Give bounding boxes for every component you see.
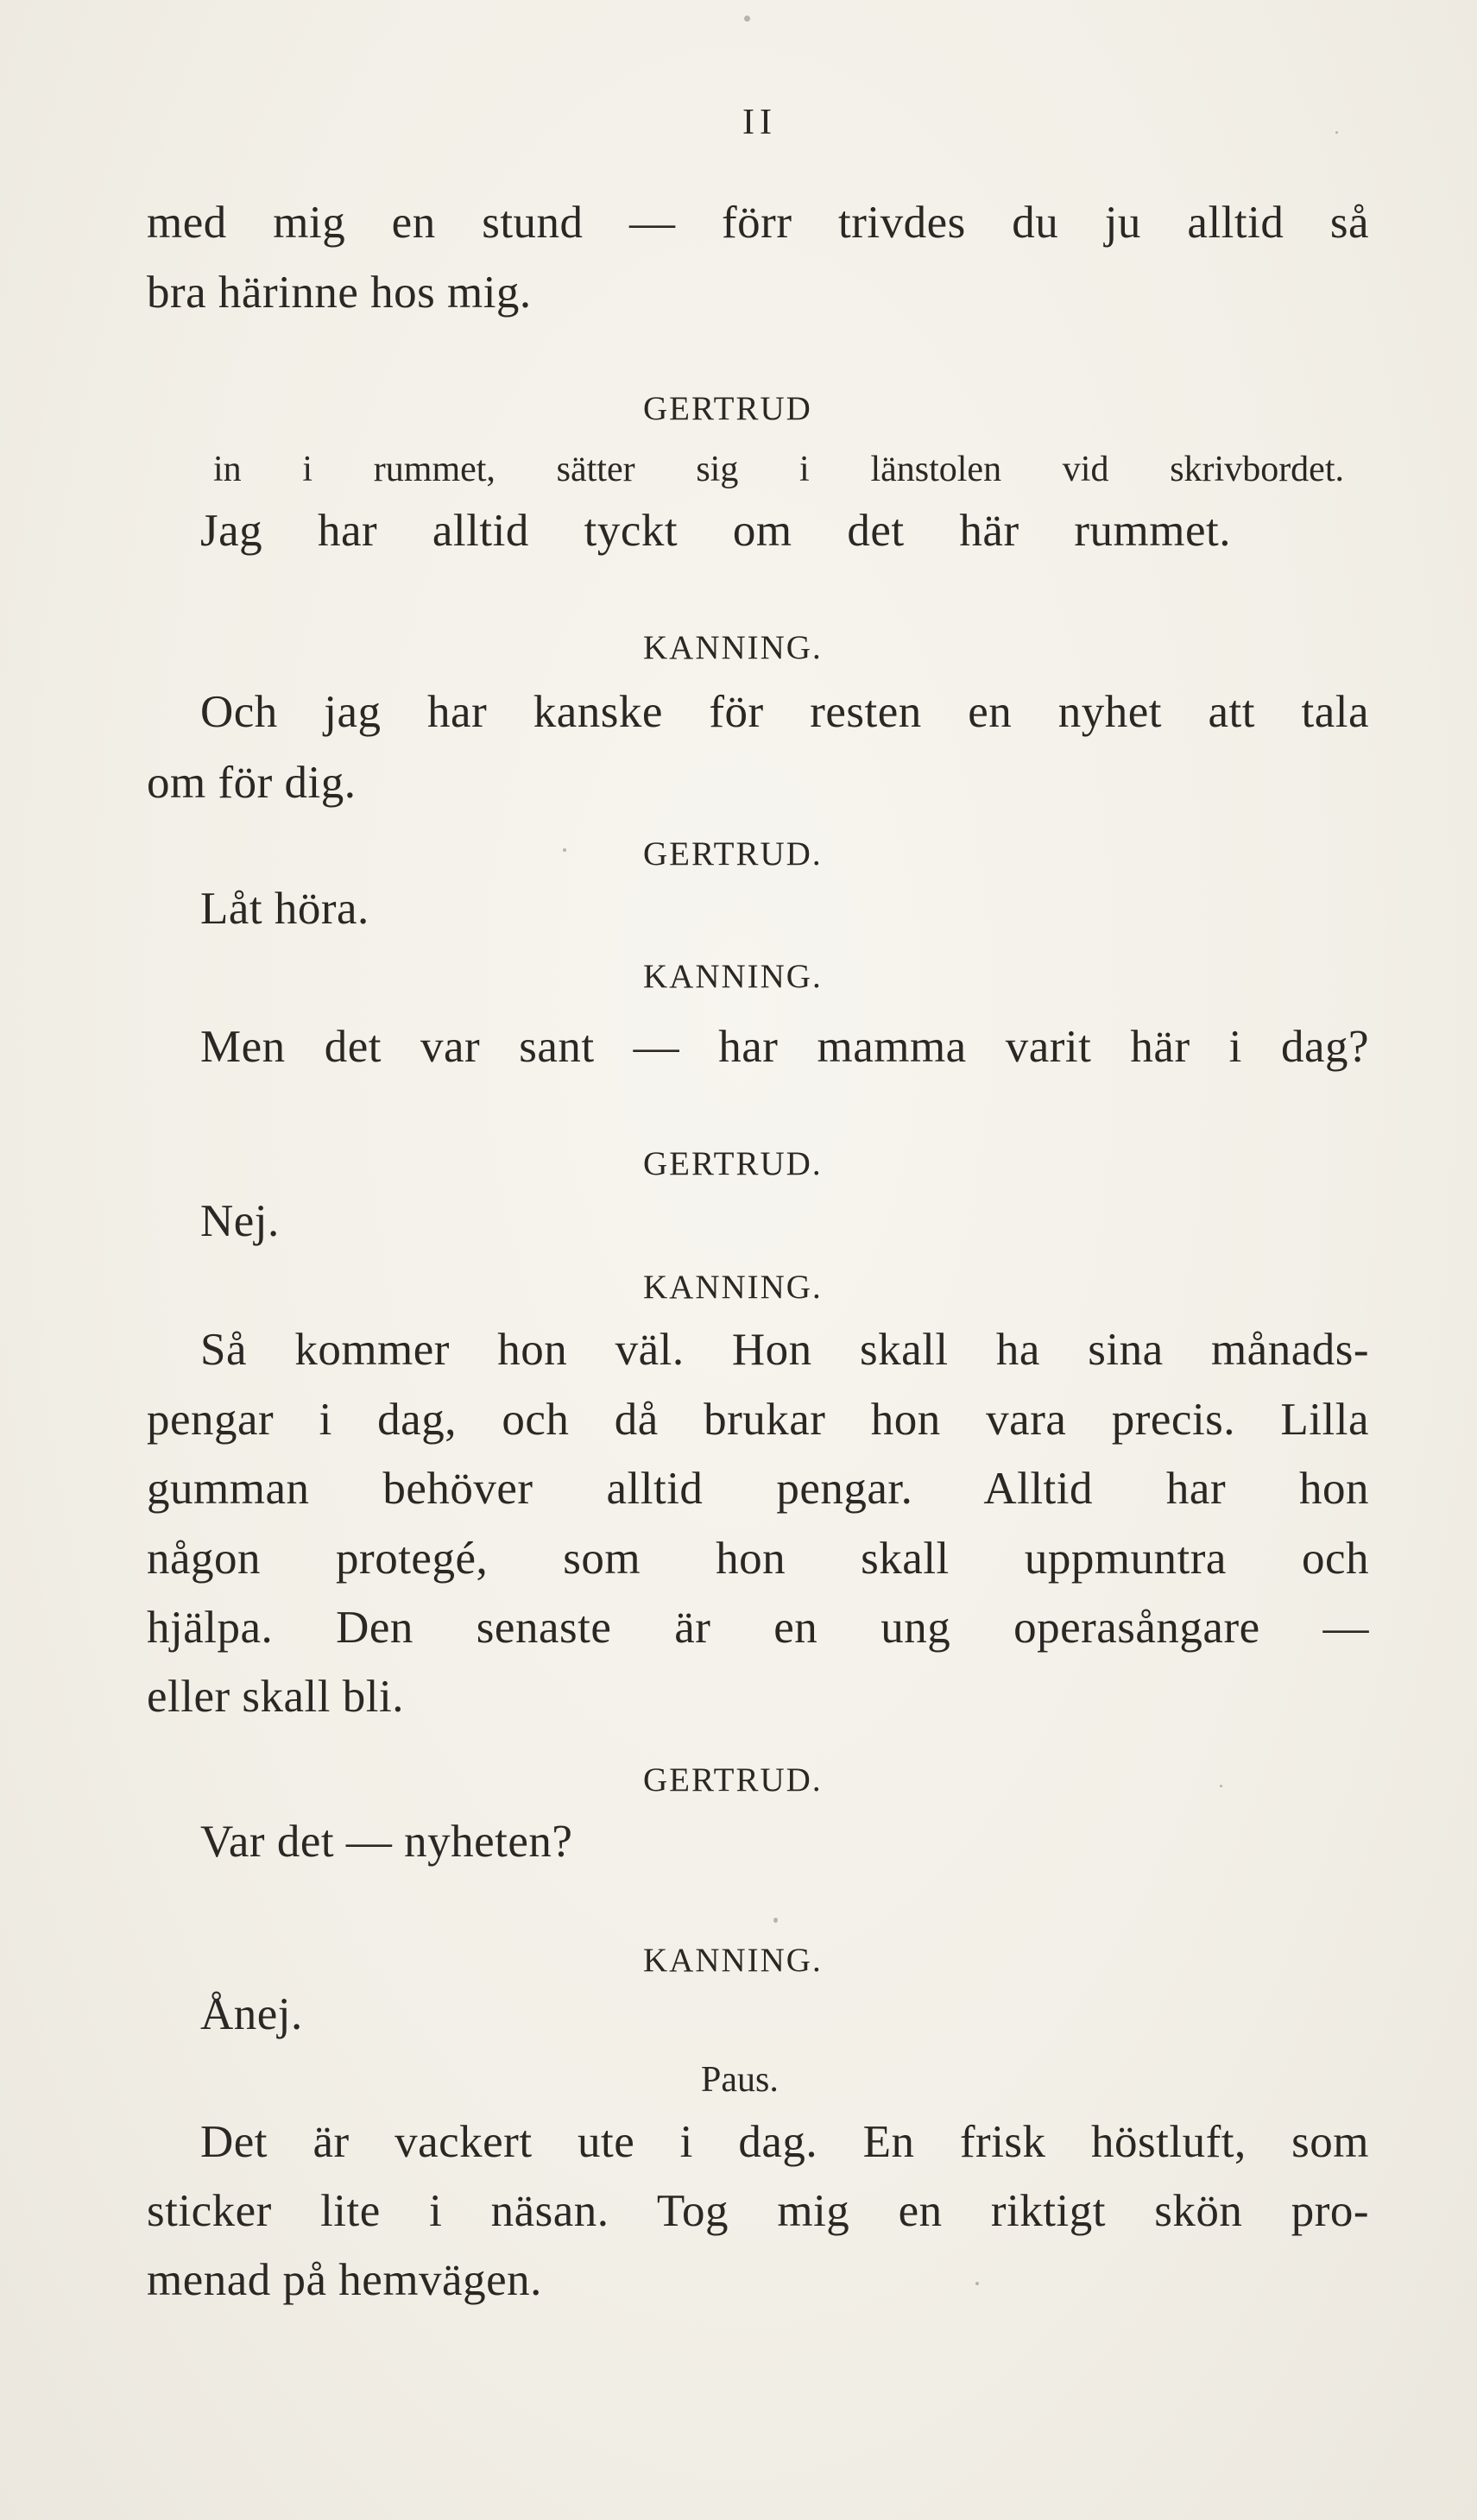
print-speck <box>1220 1785 1222 1787</box>
text-line: Men det var sant — har mamma varit här i dag? <box>200 1022 1369 1072</box>
text-line: gumman behöver alltid pengar. Alltid har hon <box>147 1464 1369 1514</box>
print-speck <box>1335 131 1338 134</box>
speaker-kanning: KANNING. <box>643 629 823 666</box>
speaker-gertrud: GERTRUD. <box>643 835 823 873</box>
print-speck <box>563 848 566 852</box>
text-line: om för dig. <box>147 758 357 808</box>
text-line: Låt höra. <box>200 884 369 934</box>
text-line: eller skall bli. <box>147 1672 404 1722</box>
text-line: med mig en stund — förr trivdes du ju alltid så <box>147 198 1369 248</box>
stage-direction: in i rummet, sätter sig i länstolen vid skrivbordet. <box>213 450 1344 489</box>
page-number: II <box>742 103 777 142</box>
speaker-kanning: KANNING. <box>643 958 823 995</box>
text-line: Nej. <box>200 1196 280 1246</box>
speaker-gertrud: GERTRUD. <box>643 1145 823 1182</box>
text-line: Var det — nyheten? <box>200 1817 573 1867</box>
text-line: hjälpa. Den senaste är en ung operasångare — <box>147 1603 1369 1653</box>
text-line: någon protegé, som hon skall uppmuntra och <box>147 1534 1369 1584</box>
speaker-gertrud: GERTRUD. <box>643 1761 823 1799</box>
text-line: bra härinne hos mig. <box>147 268 532 318</box>
text-line: Så kommer hon väl. Hon skall ha sina månads- <box>200 1325 1369 1375</box>
text-line: menad på hemvägen. <box>147 2255 542 2305</box>
text-line: pengar i dag, och då brukar hon vara precis. Lilla <box>147 1395 1369 1445</box>
print-speck <box>744 16 750 22</box>
print-speck <box>773 1918 778 1923</box>
text-line: Jag har alltid tyckt om det här rummet. <box>200 506 1231 556</box>
print-speck <box>975 2282 979 2285</box>
speaker-kanning: KANNING. <box>643 1269 823 1306</box>
text-line: Och jag har kanske för resten en nyhet att tala <box>200 687 1369 737</box>
text-line: Ånej. <box>200 1989 303 2039</box>
speaker-gertrud: GERTRUD <box>643 390 812 427</box>
text-line: sticker lite i näsan. Tog mig en riktigt skön pro- <box>147 2186 1369 2236</box>
text-line: Det är vackert ute i dag. En frisk höstluft, som <box>200 2117 1369 2167</box>
stage-direction: Paus. <box>701 2060 779 2100</box>
speaker-kanning: KANNING. <box>643 1942 823 1979</box>
